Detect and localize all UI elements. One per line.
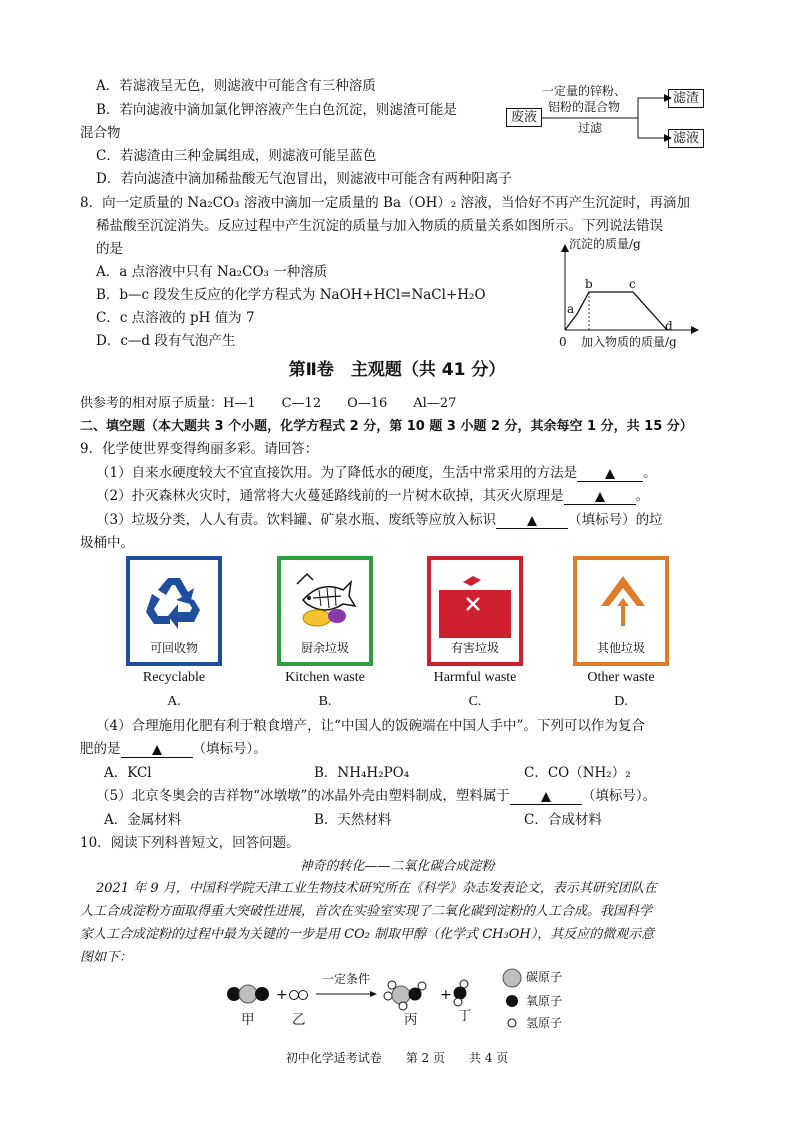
graph-point-c: c xyxy=(629,277,636,291)
label-jia: 甲 xyxy=(241,1012,255,1028)
bin-c-english: Harmful waste xyxy=(433,670,517,685)
legend-oxygen: 氧原子 xyxy=(526,994,563,1008)
q9-part5-suffix: （填标号）。 xyxy=(581,788,657,804)
filtrate-box: 滤液 xyxy=(668,129,704,148)
q9-part5 xyxy=(96,790,656,805)
reagent-label-2: 铝粉的混合物 xyxy=(548,100,621,114)
part2-title: 第Ⅱ卷 主观题（共 41 分） xyxy=(288,360,506,380)
label-ding: 丁 xyxy=(458,1008,472,1024)
graph-point-a: a xyxy=(567,302,575,316)
q9-part5-option-b: B．天然材料 xyxy=(314,812,392,828)
bin-kitchen-waste xyxy=(277,556,373,666)
answer-triangle-icon xyxy=(527,516,537,526)
atomic-mass-line: 供参考的相对原子质量：H—1 C—12 O—16 Al—27 xyxy=(80,396,457,411)
q9-part4: （4）合理施用化肥有利于粮食增产，让“中国人的饭碗端在中国人手中”。下列可以作为复合 xyxy=(96,718,645,734)
reaction-diagram xyxy=(220,966,590,1036)
q10-para-3: 家人工合成淀粉的过程中最为关键的一步是用 CO₂ 制取甲醇（化学式 CH₃OH），其反应的微观示意 xyxy=(80,927,655,942)
q9-part5-text: （5）北京冬奥会的吉祥物“冰墩墩”的冰晶外壳由塑料制成，塑料属于 xyxy=(96,788,510,804)
q9-part4-blank[interactable] xyxy=(121,743,193,758)
svg-text:+: + xyxy=(440,987,452,1003)
q9-part4-text: 肥的是 xyxy=(80,741,121,757)
bin-c-letter: C. xyxy=(468,694,482,709)
section-header: 二、填空题（本大题共 3 个小题，化学方程式 2 分，第 10 题 3 小题 2 分，其余每空 1 分，共 15 分） xyxy=(80,419,693,434)
q9-part1: （1）自来水硬度较大不宜直接饮用。为了降低水的硬度，生活中常采用的方法是 。 xyxy=(96,465,657,481)
reaction-condition: 一定条件 xyxy=(322,972,371,986)
graph-y-label: 沉淀的质量/g xyxy=(569,237,641,251)
q9-part5-blank[interactable] xyxy=(510,790,582,805)
q9-part3 xyxy=(96,514,663,529)
q7-option-b-cont: 混合物 xyxy=(80,125,121,141)
q9-part4-option-c: C．CO（NH₂）₂ xyxy=(524,765,631,781)
fish-bone-icon xyxy=(291,566,361,636)
q10-para-1: 2021 年 9 月，中国科学院天津工业生物技术研究所在《科学》杂志发表论文，表示其研究团队在 xyxy=(96,881,657,896)
q7-option-a: A．若滤液呈无色，则滤液中可能含有三种溶质 xyxy=(96,78,376,94)
bin-recyclable-label: 可回收物 xyxy=(149,641,198,655)
q7-option-b: B．若向滤液中滴加氯化钾溶液产生白色沉淀，则滤渣可能是 xyxy=(96,102,457,118)
q8-stem-3: 的是 xyxy=(96,241,123,257)
q9-part1-text: （1）自来水硬度较大不宜直接饮用。为了降低水的硬度，生活中常采用的方法是 xyxy=(96,465,578,481)
q9-part4-option-a: A．KCl xyxy=(104,765,152,781)
q8-option-d: D．c—d 段有气泡产生 xyxy=(96,333,236,349)
battery-hazard-icon xyxy=(457,572,493,618)
q8-option-b: B．b—c 段发生反应的化学方程式为 NaOH+HCl=NaCl+H₂O xyxy=(96,287,486,303)
q8-precipitate-graph xyxy=(555,236,705,356)
graph-origin: 0 xyxy=(559,335,567,349)
filter-label: 过滤 xyxy=(578,121,603,135)
bin-a-letter: A. xyxy=(167,694,181,709)
reagent-label-1: 一定量的锌粉、 xyxy=(542,84,627,98)
q9-part3-text: （3）垃圾分类，人人有责。饮料罐、矿泉水瓶、废纸等应放入标识 xyxy=(96,512,497,528)
q7-flow-diagram xyxy=(500,80,710,155)
q8-option-a: A．a 点溶液中只有 Na₂CO₃ 一种溶质 xyxy=(96,264,328,280)
bin-b-english: Kitchen waste xyxy=(285,670,365,685)
waste-liquid-box: 废液 xyxy=(506,108,542,127)
q9-part3-blank[interactable] xyxy=(496,514,568,529)
answer-triangle-icon xyxy=(595,492,605,502)
bin-d-letter: D. xyxy=(614,694,628,709)
bin-recyclable xyxy=(126,556,222,666)
bin-harmful-label: 有害垃圾 xyxy=(450,641,499,655)
label-bing: 丙 xyxy=(404,1012,418,1028)
legend-hydrogen: 氢原子 xyxy=(526,1016,563,1030)
q10-article-title: 神奇的转化——二氧化碳合成淀粉 xyxy=(299,859,495,874)
q9-stem: 9．化学使世界变得绚丽多彩。请回答： xyxy=(80,441,319,457)
answer-triangle-icon xyxy=(152,745,162,755)
q9-part5-option-a: A．金属材料 xyxy=(104,812,182,828)
q9-part4-cont xyxy=(80,743,267,758)
q8-option-c: C．c 点溶液的 pH 值为 7 xyxy=(96,310,255,326)
bin-harmful-waste xyxy=(427,556,523,666)
q9-part3-cont: 圾桶中。 xyxy=(80,535,134,551)
answer-triangle-icon xyxy=(541,792,551,802)
q7-option-c: C．若滤渣由三种金属组成，则滤液可能呈蓝色 xyxy=(96,148,377,164)
q9-part2: （2）扑灭森林火灾时，通常将大火蔓延路线前的一片树木砍掉，其灭火原理是 。 xyxy=(96,488,650,504)
q10-para-2: 人工合成淀粉方面取得重大突破性进展，首次在实验室实现了二氧化碳到淀粉的人工合成。我国科学 xyxy=(80,904,653,919)
bin-a-english: Recyclable xyxy=(142,670,206,685)
answer-triangle-icon xyxy=(605,469,615,479)
page-footer: 初中化学适考试卷 第 2 页 共 4 页 xyxy=(285,1051,509,1065)
q9-part4-option-b: B．NH₄H₂PO₄ xyxy=(314,765,410,781)
bin-kitchen-label: 厨余垃圾 xyxy=(300,641,349,655)
q9-part4-suffix: （填标号）。 xyxy=(192,741,267,757)
graph-point-d: d xyxy=(665,319,673,333)
recycle-icon xyxy=(142,570,206,634)
q9-part2-text: （2）扑灭森林火灾时，通常将大火蔓延路线前的一片树木砍掉，其灭火原理是 xyxy=(96,488,564,504)
q7-option-d: D．若向滤渣中滴加稀盐酸无气泡冒出，则滤液中可能含有两种阳离子 xyxy=(96,171,512,187)
residue-box: 滤渣 xyxy=(668,89,704,108)
q10-stem: 10．阅读下列科普短文，回答问题。 xyxy=(80,835,300,851)
label-yi: 乙 xyxy=(292,1012,306,1028)
bin-b-letter: B. xyxy=(318,694,332,709)
q9-part5-option-c: C．合成材料 xyxy=(524,812,602,828)
bin-other-waste xyxy=(573,556,669,666)
svg-text:+: + xyxy=(276,987,288,1003)
q9-part3-text-b: （填标号）的垃 xyxy=(568,512,663,528)
q8-stem-1: 8．向一定质量的 Na₂CO₃ 溶液中滴加一定质量的 Ba（OH）₂ 溶液，当恰好不再产生沉淀时，再滴加 xyxy=(80,195,691,211)
bin-other-label: 其他垃圾 xyxy=(596,641,645,655)
other-waste-icon xyxy=(595,572,651,632)
legend-carbon: 碳原子 xyxy=(526,970,563,984)
graph-point-b: b xyxy=(585,277,593,291)
bin-d-english: Other waste xyxy=(587,670,655,685)
q10-para-4: 图如下： xyxy=(80,950,133,965)
q9-part2-blank[interactable] xyxy=(564,490,636,505)
q9-part1-blank[interactable] xyxy=(577,467,643,482)
graph-x-label: 加入物质的质量/g xyxy=(581,335,677,349)
q8-stem-2: 稀盐酸至沉淀消失。反应过程中产生沉淀的质量与加入物质的质量关系如图所示。下列说法错误 xyxy=(96,218,663,234)
